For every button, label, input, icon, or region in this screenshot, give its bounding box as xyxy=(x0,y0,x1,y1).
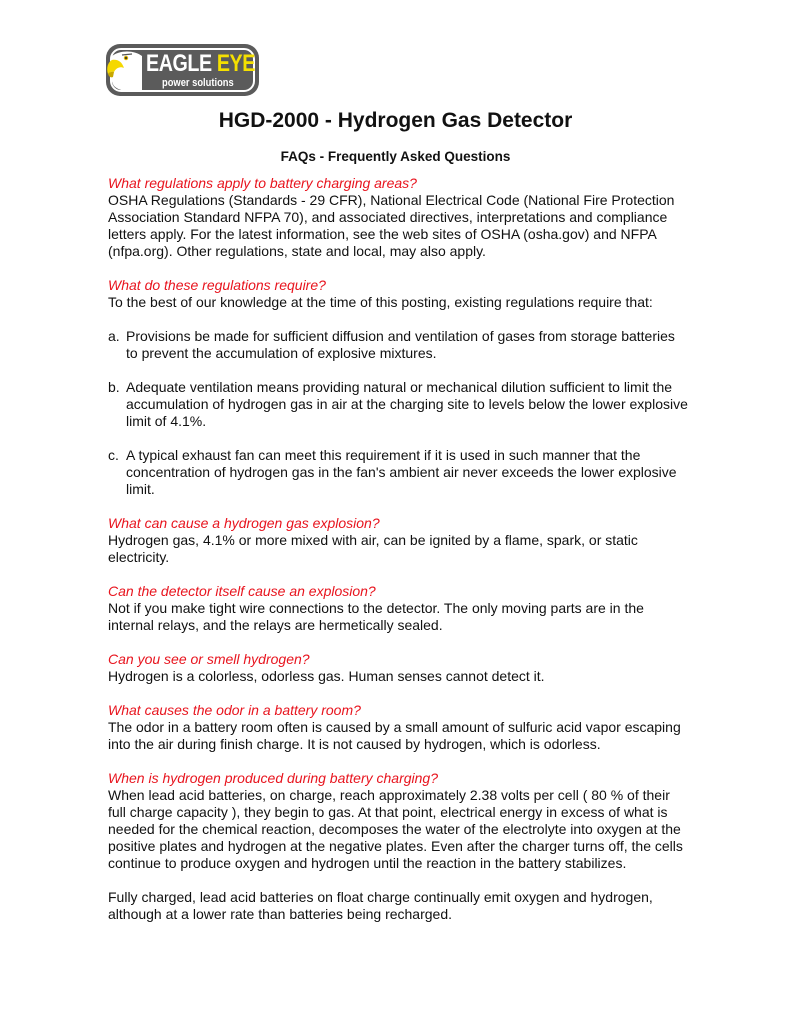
faq-question: Can the detector itself cause an explosion? xyxy=(108,583,376,599)
requirement-item xyxy=(108,447,688,498)
faq-item xyxy=(108,651,688,685)
list-marker: c. xyxy=(108,447,119,463)
faq-item xyxy=(108,175,688,260)
faq-answer: To the best of our knowledge at the time of this posting, existing regulations require that: xyxy=(108,294,653,310)
requirement-text: Provisions be made for sufficient diffusion and ventilation of gases from storage batteries to prevent the accumulation of explosive mixtures. xyxy=(126,328,675,361)
page-subtitle: FAQs - Frequently Asked Questions xyxy=(280,149,511,164)
requirement-text: A typical exhaust fan can meet this requirement if it is used in such manner that the concentration of hydrogen gas in the fan's ambient air never exceeds the lower explosive limit. xyxy=(126,447,677,497)
faq-question: What can cause a hydrogen gas explosion? xyxy=(108,515,380,531)
faq-question: When is hydrogen produced during battery charging? xyxy=(108,770,438,786)
faq-question: What do these regulations require? xyxy=(108,277,326,293)
list-marker: a. xyxy=(108,328,120,344)
page-title: HGD-2000 - Hydrogen Gas Detector xyxy=(218,109,573,132)
faq-question: Can you see or smell hydrogen? xyxy=(108,651,310,667)
list-marker: b. xyxy=(108,379,120,395)
faq-answer: OSHA Regulations (Standards - 29 CFR), National Electrical Code (National Fire Protection Association Standard NFPA 70), and associated directives, interpretations and compliance letters apply. For the latest information, see the web sites of OSHA (osha.gov) and NFPA (nfpa.org). Other regulations, state and local, may also apply. xyxy=(108,192,675,259)
faq-answer-continued: Fully charged, lead acid batteries on float charge continually emit oxygen and hydrogen, although at a lower rate than batteries being recharged. xyxy=(108,889,653,922)
logo-word-eye: EYE xyxy=(216,50,255,77)
faq-answer: Hydrogen gas, 4.1% or more mixed with air, can be ignited by a flame, spark, or static electricity. xyxy=(108,532,638,565)
requirement-item xyxy=(108,328,688,362)
logo-word-eagle: EAGLE xyxy=(146,50,212,77)
faq-item xyxy=(108,702,688,753)
faq-item xyxy=(108,515,688,566)
company-logo xyxy=(106,44,259,96)
faq-answer: Not if you make tight wire connections to the detector. The only moving parts are in the internal relays, and the relays are hermetically sealed. xyxy=(108,600,644,633)
faq-answer: When lead acid batteries, on charge, reach approximately 2.38 volts per cell ( 80 % of their full charge capacity ), they begin to gas. At that point, electrical energy in excess of what is needed for the chemical reaction, decomposes the water of the electrolyte into oxygen at the positive plates and hydrogen at the negative plates. Even after the charger turns off, the cells continue to produce oxygen and hydrogen until the reaction in the battery stabilizes. xyxy=(108,787,683,871)
requirement-text: Adequate ventilation means providing natural or mechanical dilution sufficient to limit the accumulation of hydrogen gas in air at the charging site to levels below the lower explosive limit of 4.1%. xyxy=(126,379,688,429)
faq-answer: The odor in a battery room often is caused by a small amount of sulfuric acid vapor escaping into the air during finish charge. It is not caused by hydrogen, which is odorless. xyxy=(108,719,681,752)
faq-question: What regulations apply to battery charging areas? xyxy=(108,175,417,191)
faq-item xyxy=(108,277,688,498)
faq-list xyxy=(108,175,688,940)
faq-item xyxy=(108,770,688,923)
logo-wordmark xyxy=(146,51,255,77)
faq-item xyxy=(108,583,688,634)
requirement-item xyxy=(108,379,688,430)
faq-answer: Hydrogen is a colorless, odorless gas. Human senses cannot detect it. xyxy=(108,668,545,684)
logo-tagline: power solutions xyxy=(162,77,234,89)
faq-question: What causes the odor in a battery room? xyxy=(108,702,361,718)
